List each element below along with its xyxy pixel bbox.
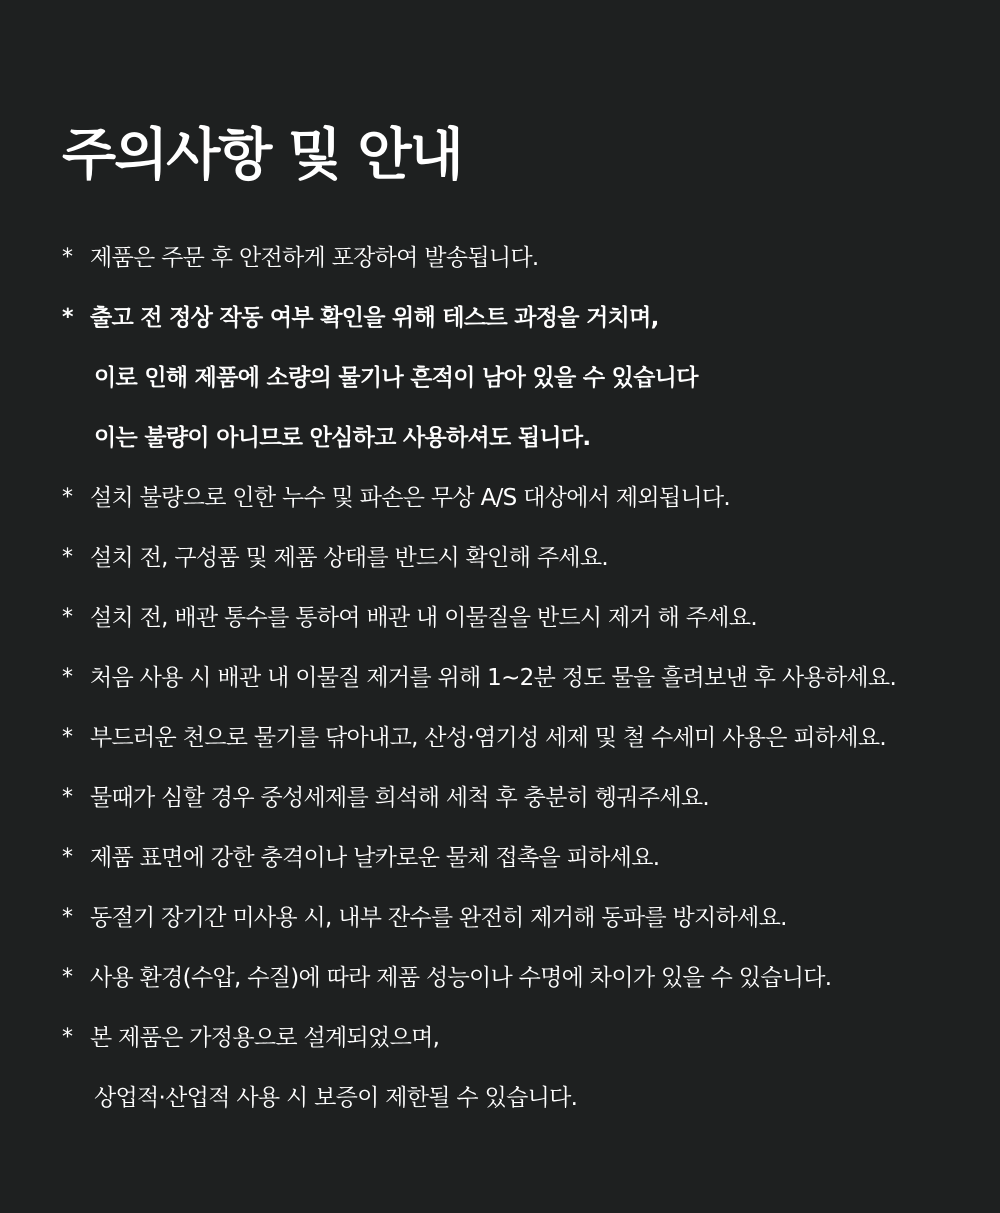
notice-item-continuation: [62, 348, 982, 408]
asterisk-bullet-icon: *: [62, 485, 73, 510]
asterisk-bullet-icon: *: [62, 965, 73, 990]
notice-text: 사용 환경(수압, 수질)에 따라 제품 성능이나 수명에 차이가 있을 수 있습니다.: [90, 965, 832, 991]
asterisk-bullet-icon: *: [62, 785, 73, 810]
asterisk-bullet-icon: *: [62, 725, 73, 750]
asterisk-bullet-icon: *: [62, 905, 73, 930]
notice-item: [62, 588, 982, 648]
notice-item: [62, 828, 982, 888]
notice-item: [62, 768, 982, 828]
notice-item-continuation: [62, 408, 982, 468]
notice-item: [62, 228, 982, 288]
notice-item: [62, 528, 982, 588]
notice-item: [62, 288, 982, 348]
notice-text: 본 제품은 가정용으로 설계되었으며,: [90, 1025, 440, 1051]
asterisk-bullet-icon: *: [62, 845, 73, 870]
notice-text: 설치 불량으로 인한 누수 및 파손은 무상 A/S 대상에서 제외됩니다.: [90, 485, 731, 511]
asterisk-bullet-icon: *: [62, 605, 73, 630]
notice-item: [62, 708, 982, 768]
notice-item: [62, 648, 982, 708]
notice-text: 제품은 주문 후 안전하게 포장하여 발송됩니다.: [90, 245, 539, 271]
notice-list: [62, 228, 982, 1128]
page-title: 주의사항 및 안내: [62, 123, 462, 188]
notice-text: 상업적·산업적 사용 시 보증이 제한될 수 있습니다.: [94, 1085, 578, 1111]
notice-text: 물때가 심할 경우 중성세제를 희석해 세척 후 충분히 헹궈주세요.: [90, 785, 709, 811]
notice-text: 이로 인해 제품에 소량의 물기나 흔적이 남아 있을 수 있습니다: [94, 365, 698, 391]
asterisk-bullet-icon: *: [62, 1025, 73, 1050]
notice-text: 동절기 장기간 미사용 시, 내부 잔수를 완전히 제거해 동파를 방지하세요.: [90, 905, 787, 931]
notice-item-continuation: [62, 1068, 982, 1128]
asterisk-bullet-icon: *: [62, 545, 73, 570]
notice-item: [62, 468, 982, 528]
notice-item: [62, 948, 982, 1008]
notice-text: 처음 사용 시 배관 내 이물질 제거를 위해 1~2분 정도 물을 흘려보낸 후 사용하세요.: [90, 665, 897, 691]
notice-text: 이는 불량이 아니므로 안심하고 사용하셔도 됩니다.: [94, 425, 591, 451]
asterisk-bullet-icon: *: [62, 245, 73, 270]
notice-text: 설치 전, 구성품 및 제품 상태를 반드시 확인해 주세요.: [90, 545, 608, 571]
notice-text: 제품 표면에 강한 충격이나 날카로운 물체 접촉을 피하세요.: [90, 845, 660, 871]
notice-item: [62, 1008, 982, 1068]
notice-text: 부드러운 천으로 물기를 닦아내고, 산성·염기성 세제 및 철 수세미 사용은 피하세요.: [90, 725, 887, 751]
asterisk-bullet-icon: *: [62, 665, 73, 690]
notice-text: 설치 전, 배관 통수를 통하여 배관 내 이물질을 반드시 제거 해 주세요.: [90, 605, 757, 631]
asterisk-bullet-icon: *: [62, 305, 73, 330]
notice-text: 출고 전 정상 작동 여부 확인을 위해 테스트 과정을 거치며,: [90, 305, 659, 331]
notice-item: [62, 888, 982, 948]
